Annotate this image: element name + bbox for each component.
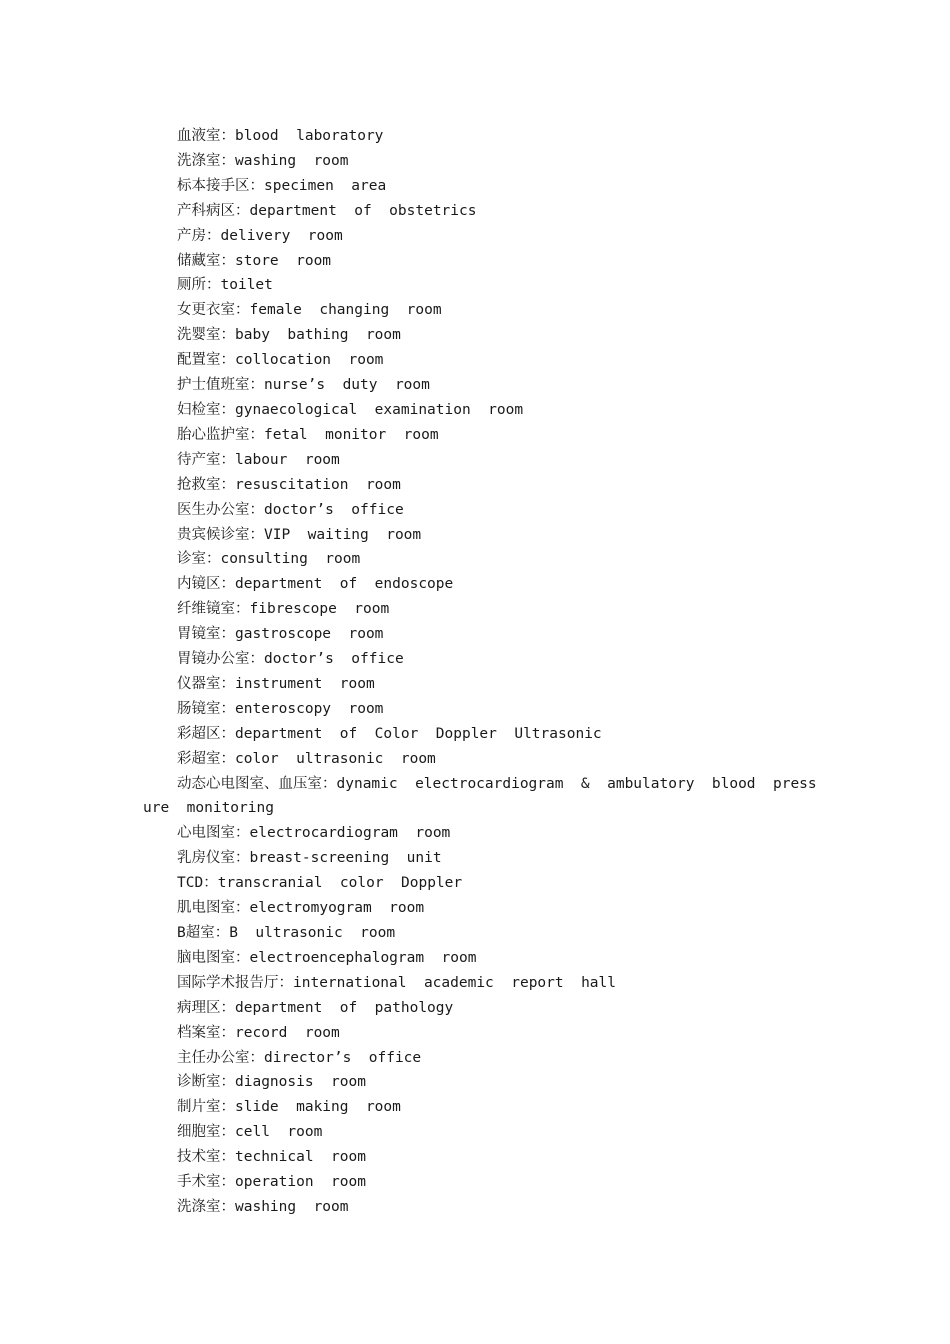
glossary-line: 女更衣室：female changing room (177, 302, 442, 319)
glossary-line: 妇检室：gynaecological examination room (177, 401, 524, 418)
glossary-line: 贵宾候诊室：VIP waiting room (177, 526, 422, 543)
glossary-line: 彩超室：color ultrasonic room (177, 750, 436, 767)
glossary-line: 细胞室：cell room (177, 1124, 323, 1141)
glossary-line: 心电图室：electrocardiogram room (177, 825, 451, 842)
glossary-line: 胎心监护室：fetal monitor room (177, 426, 439, 443)
glossary-line: 诊断室：diagnosis room (177, 1074, 366, 1091)
glossary-line: 血液室：blood laboratory (177, 128, 384, 144)
glossary-line: 胃镜办公室：doctor’s office (177, 651, 404, 668)
glossary-line: 厕所：toilet (177, 277, 273, 294)
glossary-line: B超室：B ultrasonic room (177, 925, 396, 941)
glossary-line: 洗婴室：baby bathing room (177, 327, 401, 344)
glossary-line: 技术室：technical room (177, 1149, 366, 1166)
glossary-line: 制片室：slide making room (177, 1099, 401, 1116)
glossary-line: 护士值班室：nurse’s duty room (177, 377, 430, 394)
glossary-line: 洗涤室：washing room (177, 1198, 349, 1215)
glossary-line: 诊室：consulting room (177, 551, 361, 568)
glossary-list (143, 124, 823, 1220)
glossary-line: 病理区：department of pathology (177, 999, 454, 1016)
glossary-line: 肌电图室：electromyogram room (177, 900, 425, 917)
glossary-line: 纤维镜室：fibrescope room (177, 601, 390, 618)
glossary-line: 脑电图室：electroencephalogram room (177, 949, 477, 966)
glossary-line: 产房：delivery room (177, 227, 343, 244)
glossary-line: 内镜区：department of endoscope (177, 576, 454, 593)
glossary-line: 手术室：operation room (177, 1174, 366, 1191)
glossary-line: 产科病区：department of obstetrics (177, 202, 477, 219)
glossary-line: 储藏室：store room (177, 252, 332, 269)
glossary-line: 档案室：record room (177, 1024, 340, 1041)
glossary-line: TCD：transcranial color Doppler (177, 875, 463, 892)
glossary-line: 彩超区：department of Color Doppler Ultrasonic (177, 725, 602, 742)
glossary-line: 主任办公室：director’s office (177, 1049, 422, 1066)
glossary-line: 洗涤室：washing room (177, 152, 349, 169)
glossary-line: 动态心电图室、血压室：dynamic electrocardiogram & ambulatory blood pressure monitoring (143, 775, 817, 817)
glossary-line: 肠镜室：enteroscopy room (177, 700, 384, 717)
glossary-line: 仪器室：instrument room (177, 675, 375, 692)
glossary-line: 待产室：labour room (177, 451, 340, 468)
glossary-line: 抢救室：resuscitation room (177, 476, 401, 493)
glossary-line: 标本接手区：specimen area (177, 177, 387, 194)
glossary-line: 乳房仪室：breast-screening unit (177, 850, 442, 867)
glossary-line: 医生办公室：doctor’s office (177, 501, 404, 518)
glossary-line: 配置室：collocation room (177, 352, 384, 369)
glossary-line: 胃镜室：gastroscope room (177, 626, 384, 643)
glossary-line: 国际学术报告厅：international academic report hall (177, 974, 616, 991)
